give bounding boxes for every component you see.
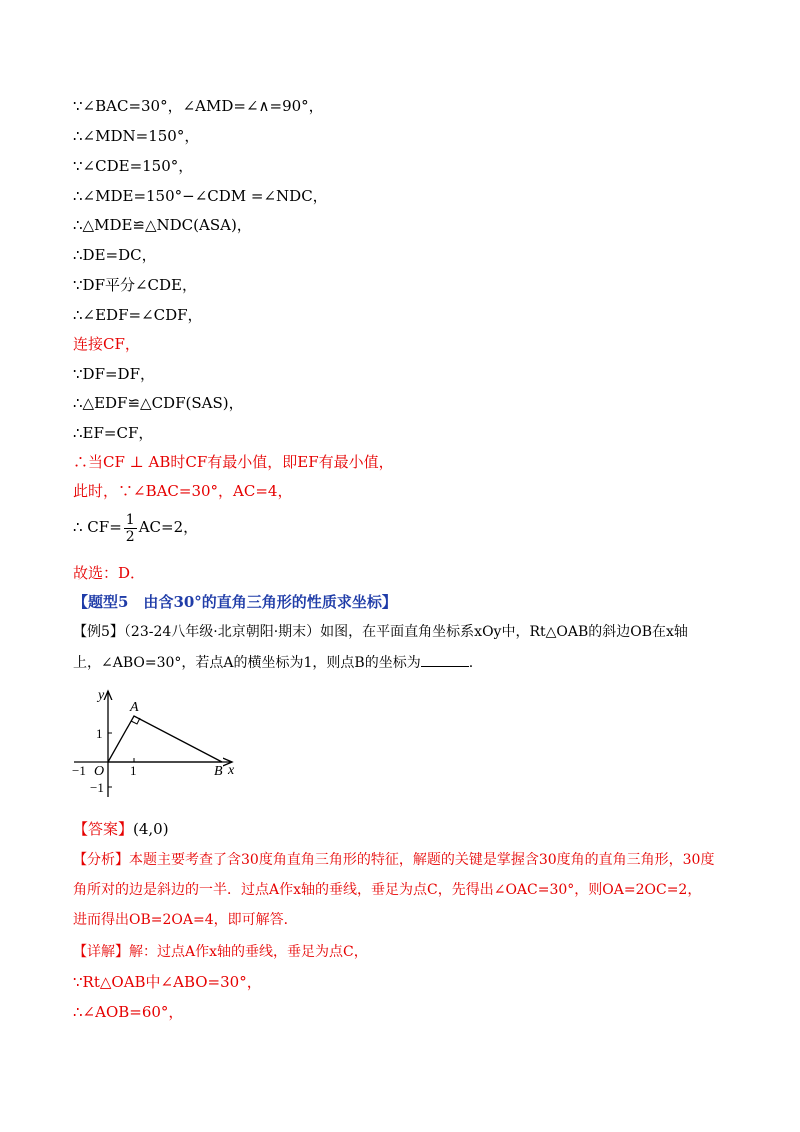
- x-axis-label: x: [228, 763, 235, 778]
- example-line-1: [73, 622, 688, 642]
- answer-label: 【答案】: [73, 820, 134, 838]
- step-14: 此时，∵∠BAC=30°，AC=4，: [73, 482, 293, 500]
- answer-line: [73, 819, 169, 839]
- analysis-line-1: [73, 850, 714, 870]
- fraction-numerator: 1: [125, 511, 135, 528]
- example-line-2: [73, 652, 473, 673]
- step-12: ∴EF=CF，: [73, 424, 154, 442]
- step-3: ∵∠CDE=150°，: [73, 157, 194, 175]
- example-text-2-end: .: [468, 655, 474, 671]
- origin-label: O: [94, 764, 105, 779]
- point-b-label: B: [214, 764, 223, 779]
- detail-line-2: ∵Rt△OAB中∠ABO=30°，: [73, 973, 262, 991]
- step-10: ∵DF=DF，: [73, 365, 155, 383]
- point-a-label: A: [130, 700, 139, 715]
- example-text-2: 上，∠ABO=30°，若点A的横坐标为1，则点B的坐标为: [73, 655, 421, 671]
- example-label: 【例5】: [73, 624, 124, 640]
- step-2: ∴∠MDN=150°，: [73, 127, 200, 145]
- example-text-1: （23-24八年级·北京朝阳·期末）如图，在平面直角坐标系xOy中，Rt△OAB的斜边OB在x轴: [123, 624, 688, 640]
- step-4: ∴∠MDE=150°−∠CDM =∠NDC，: [73, 187, 328, 205]
- analysis-line-2: 角所对的边是斜边的一半．过点A作x轴的垂线，垂足为点C，先得出∠OAC=30°，则OA=2OC=2，: [73, 882, 702, 898]
- answer-value: (4,0): [133, 820, 169, 838]
- tick-y-neg-label: −1: [90, 780, 104, 795]
- detail-line-1: [73, 942, 368, 962]
- step-9: 连接CF，: [73, 335, 140, 353]
- step-11: ∴△EDF≌△CDF(SAS)，: [73, 394, 244, 412]
- fraction-prefix: ∴ CF=: [73, 518, 122, 536]
- step-7: ∵DF平分∠CDE，: [73, 276, 197, 294]
- analysis-line-3: 进而得出OB=2OA=4，即可解答．: [73, 912, 298, 928]
- detail-text-1: 解：过点A作x轴的垂线，垂足为点C，: [129, 944, 368, 960]
- analysis-text-1: 本题主要考查了含30度角直角三角形的特征，解题的关键是掌握含30度角的直角三角形，30度: [129, 852, 715, 868]
- fraction-step: [73, 510, 198, 545]
- detail-line-3: ∴∠AOB=60°，: [73, 1003, 184, 1021]
- detail-label: 【详解】: [73, 944, 129, 960]
- triangle-oab: [108, 716, 222, 762]
- fraction-denominator: 2: [125, 528, 135, 545]
- step-5: ∴△MDE≌△NDC(ASA)，: [73, 216, 252, 234]
- coordinate-figure: [70, 685, 250, 800]
- tick-y-pos-label: 1: [96, 726, 103, 741]
- step-1: ∵∠BAC=30°，∠AMD=∠∧=90°，: [73, 97, 324, 115]
- step-8: ∴∠EDF=∠CDF，: [73, 306, 203, 324]
- fraction-half: [124, 512, 137, 545]
- y-axis-label: y: [98, 688, 105, 703]
- step-13: ∴当CF ⊥ AB时CF有最小值，即EF有最小值，: [73, 453, 394, 471]
- answer-blank: [421, 652, 469, 667]
- tick-x-neg-label: −1: [72, 763, 86, 778]
- tick-x-pos-label: 1: [130, 763, 137, 778]
- fraction-suffix: AC=2，: [138, 518, 199, 536]
- section-title: 【题型5 由含30°的直角三角形的性质求坐标】: [73, 593, 397, 611]
- answer-choice: 故选：D．: [73, 564, 146, 582]
- analysis-label: 【分析】: [73, 852, 129, 868]
- step-6: ∴DE=DC，: [73, 246, 157, 264]
